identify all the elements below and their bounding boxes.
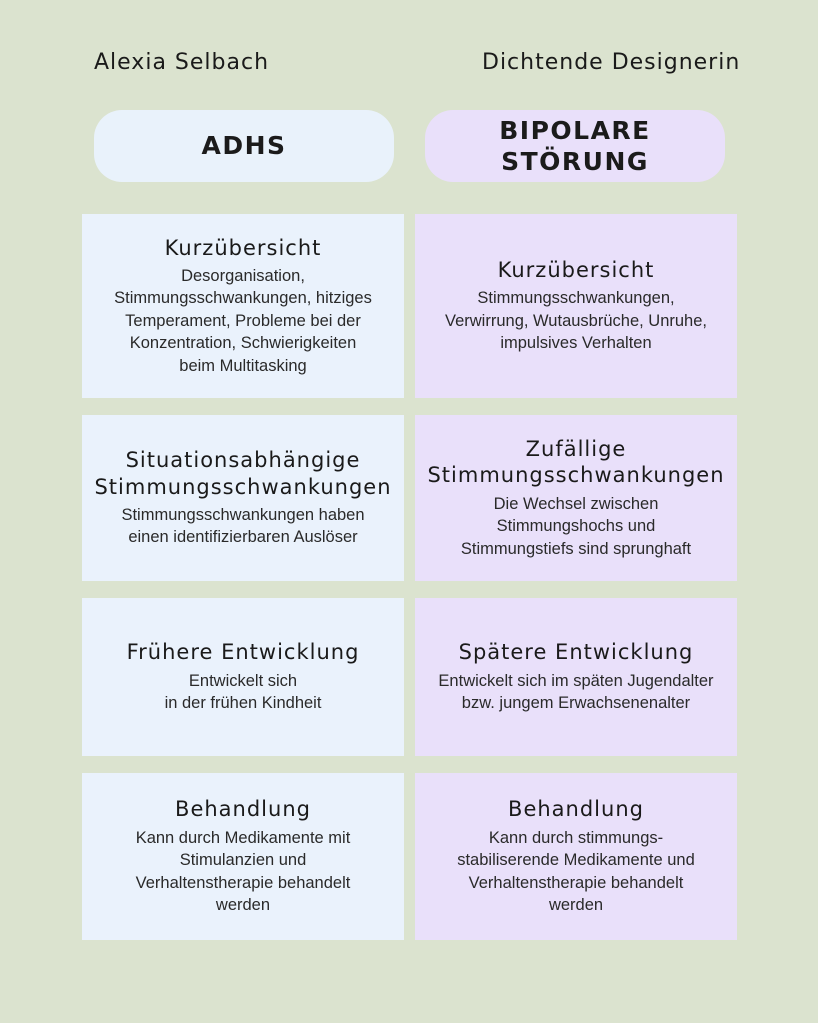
card-bipolar-overview [415, 214, 737, 398]
column-header-adhs-label: ADHS [201, 131, 287, 161]
card-adhs-mood-swings [82, 415, 404, 581]
column-header-adhs [94, 110, 394, 182]
card-bipolar-development [415, 598, 737, 756]
card-bipolar-mood-swings [415, 415, 737, 581]
card-body: Desorganisation, Stimmungsschwankungen, hitziges Temperament, Probleme bei der Konzentration, Schwierigkeiten beim Multitasking [114, 266, 372, 375]
card-body: Die Wechsel zwischen Stimmungshochs und Stimmungstiefs sind sprunghaft [460, 494, 692, 558]
card-adhs-overview [82, 214, 404, 398]
card-body: Kann durch Medikamente mit Stimulanzien und Verhaltenstherapie behandelt werden [135, 828, 351, 915]
column-header-bipolar-label: BIPOLARE STÖRUNG [499, 115, 651, 176]
author-subtitle: Dichtende Designerin [482, 50, 741, 75]
author-name: Alexia Selbach [94, 50, 270, 75]
card-body: Entwickelt sich in der frühen Kindheit [164, 671, 322, 713]
card-title: Kurzübersicht [497, 258, 655, 283]
card-adhs-development [82, 598, 404, 756]
card-title: Behandlung [175, 797, 311, 822]
card-title: Kurzübersicht [164, 235, 322, 260]
card-title: Frühere Entwicklung [126, 640, 360, 665]
card-adhs-treatment [82, 773, 404, 940]
card-title: Situationsabhängige Stimmungsschwankungen [94, 448, 392, 499]
card-body: Entwickelt sich im späten Jugendalter bzw. jungem Erwachsenenalter [438, 671, 714, 713]
card-body: Stimmungsschwankungen haben einen identifizierbaren Auslöser [121, 505, 365, 547]
card-title: Spätere Entwicklung [458, 640, 694, 665]
column-header-bipolar [425, 110, 725, 182]
card-bipolar-treatment [415, 773, 737, 940]
card-body: Stimmungsschwankungen, Verwirrung, Wutausbrüche, Unruhe, impulsives Verhalten [445, 289, 707, 353]
card-title: Zufällige Stimmungsschwankungen [427, 437, 725, 488]
card-body: Kann durch stimmungs- stabiliserende Medikamente und Verhaltenstherapie behandelt werden [457, 828, 695, 915]
card-title: Behandlung [508, 797, 644, 822]
